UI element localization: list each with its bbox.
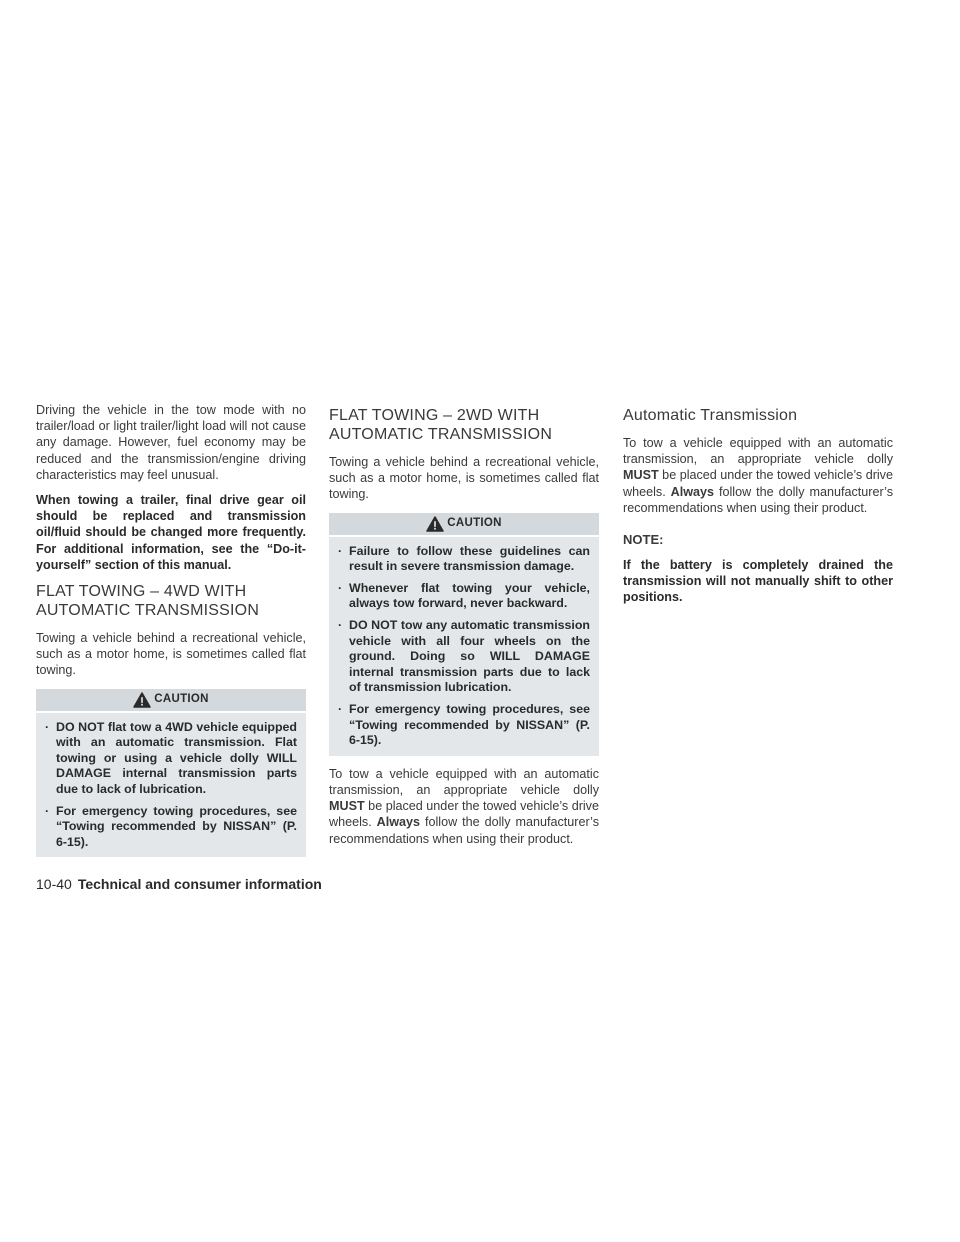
note-label: NOTE: (623, 532, 664, 548)
trailer-note: When towing a trailer, final drive gear oil should be replaced and transmission oil/fluid should be changed more frequently. For additional information, see the “Do-it-yourself” section of this manual. (36, 493, 306, 572)
section-title: Technical and consumer information (77, 876, 322, 892)
dolly-paragraph: To tow a vehicle equipped with an automatic transmission, an appropriate vehicle dolly MUST be placed under the towed vehicle’s drive wheels. Always follow the dolly manufacturer’s recommendations when using their product. (623, 436, 893, 515)
caution-label: CAUTION (447, 516, 502, 529)
flat-towing-2wd-paragraph: Towing a vehicle behind a recreational vehicle, such as a motor home, is sometimes called flat towing. (329, 455, 599, 502)
caution-box-4wd (36, 689, 306, 858)
page-number: 10-40 (36, 876, 72, 892)
caution-item: · For emergency towing procedures, see “Towing recommended by NISSAN” (P. 6-15). (338, 701, 590, 748)
caution-body (36, 713, 306, 858)
caution-item: · DO NOT tow any automatic transmission vehicle with all four wheels on the ground. Doing so WILL DAMAGE internal transmission parts due to lack of transmission lubrication. (338, 617, 590, 695)
intro-paragraph: Driving the vehicle in the tow mode with no trailer/load or light trailer/light load will not cause any damage. However, fuel economy may be reduced and the transmission/engine driving characteristics may feel unusual. (36, 403, 306, 482)
caution-header (329, 513, 599, 535)
caution-label: CAUTION (154, 692, 209, 705)
caution-body (329, 537, 599, 756)
caution-item: · Whenever flat towing your vehicle, always tow forward, never backward. (338, 580, 590, 611)
caution-item: · For emergency towing procedures, see “Towing recommended by NISSAN” (P. 6-15). (45, 803, 297, 849)
page-footer (36, 876, 322, 892)
column-3 (623, 402, 893, 615)
warning-triangle-icon (426, 516, 444, 532)
warning-triangle-icon (133, 692, 151, 708)
dolly-paragraph: To tow a vehicle equipped with an automatic transmission, an appropriate vehicle dolly MUST be placed under the towed vehicle’s drive wheels. Always follow the dolly manufacturer’s recommendations when using their product. (329, 766, 599, 846)
caution-box-2wd (329, 513, 599, 756)
note-text: If the battery is completely drained the transmission will not manually shift to other positions. (623, 558, 893, 605)
heading-flat-towing-2wd: FLAT TOWING – 2WD WITH AUTOMATIC TRANSMISSION (329, 407, 553, 443)
heading-flat-towing-4wd: FLAT TOWING – 4WD WITH AUTOMATIC TRANSMISSION (36, 583, 260, 620)
caution-header (36, 689, 306, 711)
caution-item: · DO NOT flat tow a 4WD vehicle equipped with an automatic transmission. Flat towing or using a vehicle dolly WILL DAMAGE internal transmission parts due to lack of lubrication. (45, 719, 297, 797)
column-1 (36, 402, 306, 867)
heading-automatic-transmission: Automatic Transmission (623, 407, 798, 424)
caution-item: · Failure to follow these guidelines can result in severe transmission damage. (338, 543, 590, 574)
flat-towing-4wd-paragraph: Towing a vehicle behind a recreational vehicle, such as a motor home, is sometimes called flat towing. (36, 631, 306, 678)
column-2 (329, 402, 599, 856)
